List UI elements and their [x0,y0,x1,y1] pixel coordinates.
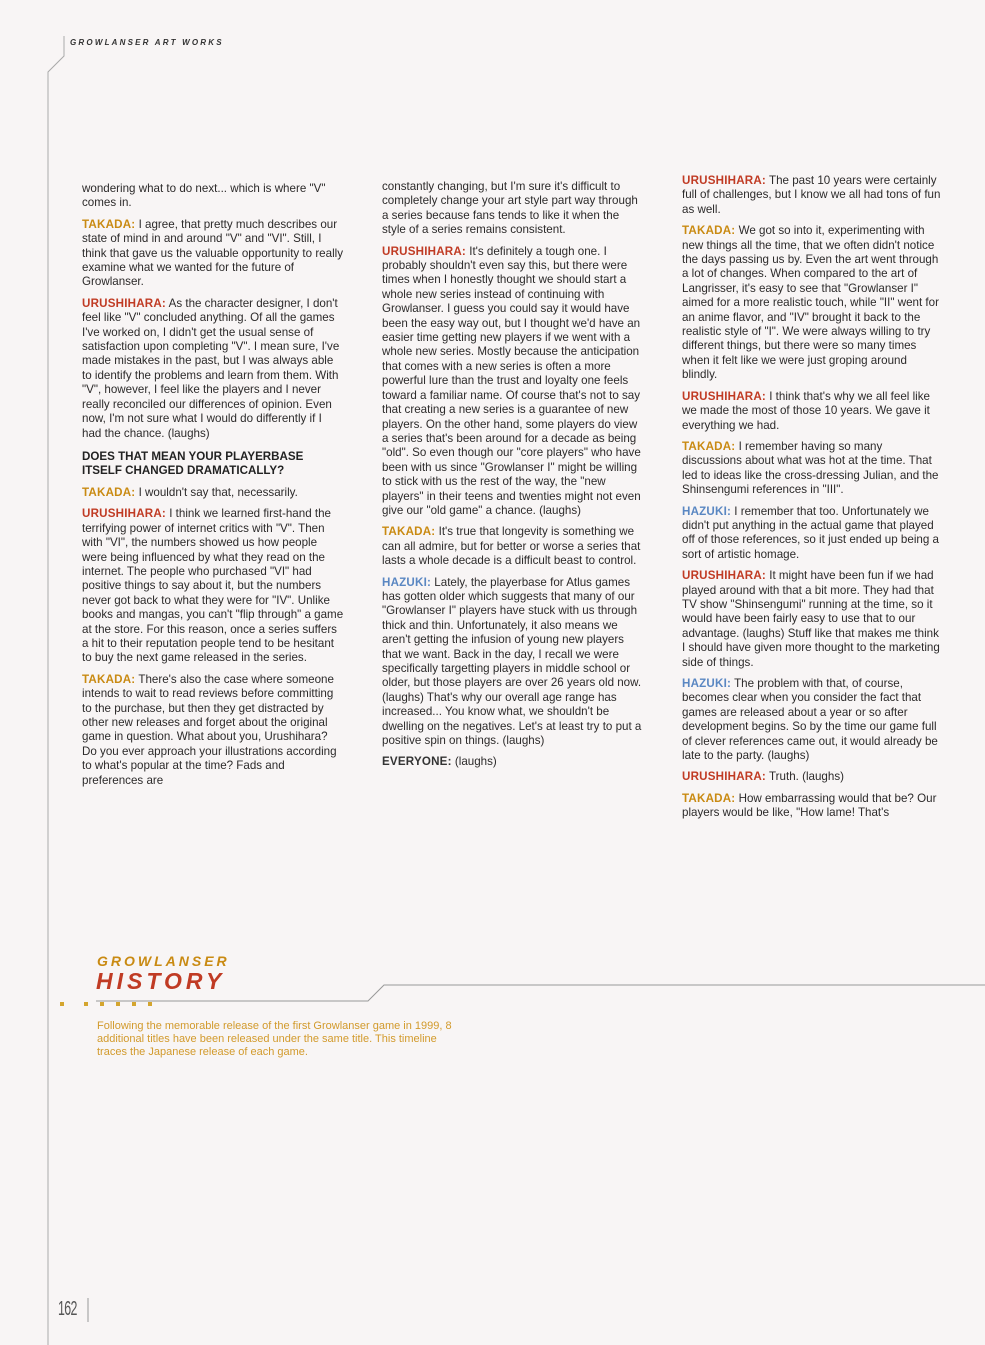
paragraph-text: It's definitely a tough one. I probably shouldn't even say this, but there were times when I honestly thought we should start a whole new series instead of continuing with Growlanser. I guess you could say it would have been the easy way out, but I thought we'd have an easier time getting new players if we went with a whole new series. Mostly because the anticipation that comes with a new series is often a more powerful lure than the trust and loyalty one feels toward a familiar name. Of course that's not to say that creating a new series is a guarantee of new players. On the other hand, some players do view a series that's been around for a decade as being "old". So even though our "core players" who have been with us since "Growlanser I" might be willing to stick with us the rest of the way, the "new players" in their teens and twenties might not even give our "old game" a chance. (laughs) [382,244,641,517]
interview-paragraph [682,224,944,382]
article-column-1 [82,182,344,795]
interview-paragraph [682,792,944,821]
paragraph-text: There's also the case where someone intends to wait to read reviews before committing to the purchase, but then they get distracted by other new releases and forget about the original game in question. What about you, Urushihara? Do you ever approach your illustrations according to what's popular at the time? Fads and preferences are [82,672,337,787]
interview-paragraph [82,297,344,441]
history-dots [60,1002,152,1006]
interview-paragraph [682,390,944,433]
interview-paragraph [82,218,344,290]
speaker-label: URUSHIHARA: [682,569,766,583]
paragraph-text: I remember that too. Unfortunately we didn't put anything in the actual game that played off of those references, so it just ended up being a sort of artistic homage. [682,504,939,561]
continued-paragraph [382,180,644,238]
interview-paragraph [682,174,944,217]
paragraph-text: constantly changing, but I'm sure it's difficult to completely change your art style part way through a series because fans tends to like it when the style of a series remains consistent. [382,180,638,237]
paragraph-text: As the character designer, I don't feel like "V" concluded anything. Of all the games I've worked on, I didn't get the usual sense of satisfaction upon completing "V". I mean sure, I've made mistakes in the past, but I was always able to identify the problems and learn from them. With "V", however, I feel like the players and I never really reconciled our differences of opinion. Even now, I'm not sure what I would do differently if I had the chance. (laughs) [82,296,340,440]
article-column-3 [682,174,944,828]
header-bracket-line [48,36,64,1345]
history-divider-line [96,985,985,1001]
interview-paragraph [382,755,644,769]
interview-paragraph [682,569,944,670]
article-column-2 [382,180,644,777]
speaker-label: URUSHIHARA: [82,296,166,310]
interview-paragraph [82,507,344,665]
paragraph-text: wondering what to do next... which is where "V" comes in. [82,182,326,210]
speaker-label: HAZUKI: [382,575,432,589]
speaker-label: TAKADA: [682,439,736,453]
paragraph-text: (laughs) [454,755,497,769]
page-number: 162 [58,1298,77,1320]
speaker-label: HAZUKI: [682,677,732,690]
speaker-label: TAKADA: [682,224,736,238]
interview-paragraph [382,576,644,749]
paragraph-text: I remember having so many discussions about what was hot at the time. That led to ideas like the cross-dressing Julian, and the Shinsengumi references in "III". [682,439,939,497]
paragraph-text: How embarrassing would that be? Our players would be like, "How lame! That's [682,791,937,820]
interview-paragraph [682,770,944,784]
speaker-label: TAKADA: [82,217,136,231]
interview-paragraph [382,525,644,568]
history-section-title: HISTORY [96,968,226,994]
interview-paragraph [82,486,344,500]
paragraph-text: The problem with that, of course, becomes clear when you consider the fact that games are released about a year or so after development begins. So by the time our game full of clever references came out, it would already be late to the party. (laughs) [682,677,938,763]
speaker-label: TAKADA: [82,672,136,686]
paragraph-text: We got so into it, experimenting with new things all the time, that we often didn't notice the days passing us by. Even the art went through a lot of changes. When compared to the art of Langrisser, it's easy to see that "Growlanser I" aimed for a more realistic touch, while "II" went for an anime flavor, and "IV" brought it back to the realistic style of "I". We were always willing to try different things, but there were so many times when it felt like we were just groping around blindly. [682,224,939,382]
paragraph-text: I think we learned first-hand the terrifying power of internet critics with "V". Then with "VI", the numbers showed us how people were being influenced by what they read on the internet. The people who purchased "VI" had positive things to say about it, but the numbers never got back to what they were for "IV". Unlike books and mangas, you can't "flip through" a game at the store. For this reason, once a series suffers a hit to their reputation people tend to be hesitant to buy the next game released in the series. [82,507,344,665]
interview-paragraph [682,677,944,763]
speaker-label: TAKADA: [82,485,136,499]
history-section-label: GROWLANSER [97,953,230,969]
speaker-label: URUSHIHARA: [82,507,166,521]
interview-paragraph [82,673,344,788]
interview-paragraph [382,245,644,519]
speaker-label: HAZUKI: [682,504,732,518]
speaker-label: URUSHIHARA: [682,389,766,403]
paragraph-text: I think that's why we all feel like we made the most of those 10 years. We gave it everything we had. [682,389,930,432]
paragraph-text: The past 10 years were certainly full of challenges, but I know we all had tons of fun as well. [682,174,941,216]
continued-paragraph [82,182,344,211]
history-description: Following the memorable release of the first Growlanser game in 1999, 8 additional titles have been released under the same title. This timeline traces the Japanese release of each game. [97,1020,452,1058]
paragraph-text: I wouldn't say that, necessarily. [138,485,298,499]
paragraph-text: I agree, that pretty much describes our state of mind in and around "V" and "VI". Still, I think that gave us the valuable opportunity to really examine what we wanted for the future of Growlanser. [82,217,344,289]
interview-question: DOES THAT MEAN YOUR PLAYERBASE ITSELF CHANGED DRAMATICALLY? [82,449,304,477]
interview-paragraph [682,440,944,498]
running-header: GROWLANSER ART WORKS [70,38,224,47]
speaker-label: TAKADA: [682,791,736,805]
paragraph-text: It might have been fun if we had played around with that a bit more. They had that TV show "Shinsengumi" running at the time, so it would have been fairly easy to use that to our advantage. (laughs) Stuff like that makes me think I should have given more thought to the marketing side of things. [682,569,940,669]
paragraph-text: Lately, the playerbase for Atlus games has gotten older which suggests that many of our "Growlanser I" players have stuck with us through thick and thin. Unfortunately, it also means we aren't getting the infusion of young new players that we want. Back in the day, I recall we were specifically targetting players in middle school or older, but those players are over 26 years old now. (laughs) That's why our overall age range has increased... You know what, we shouldn't be dwelling on the negatives. Let's at least try to put a positive spin on things. (laughs) [382,575,642,748]
speaker-label: URUSHIHARA: [682,770,766,784]
speaker-label: TAKADA: [382,525,436,539]
speaker-label: URUSHIHARA: [682,174,766,187]
interview-paragraph [682,505,944,563]
paragraph-text: It's true that longevity is something we can all admire, but for better or worse a series that lasts a whole decade is a difficult beast to control. [382,525,641,568]
speaker-label: EVERYONE: [382,755,452,769]
speaker-label: URUSHIHARA: [382,244,466,258]
paragraph-text: Truth. (laughs) [769,770,844,784]
